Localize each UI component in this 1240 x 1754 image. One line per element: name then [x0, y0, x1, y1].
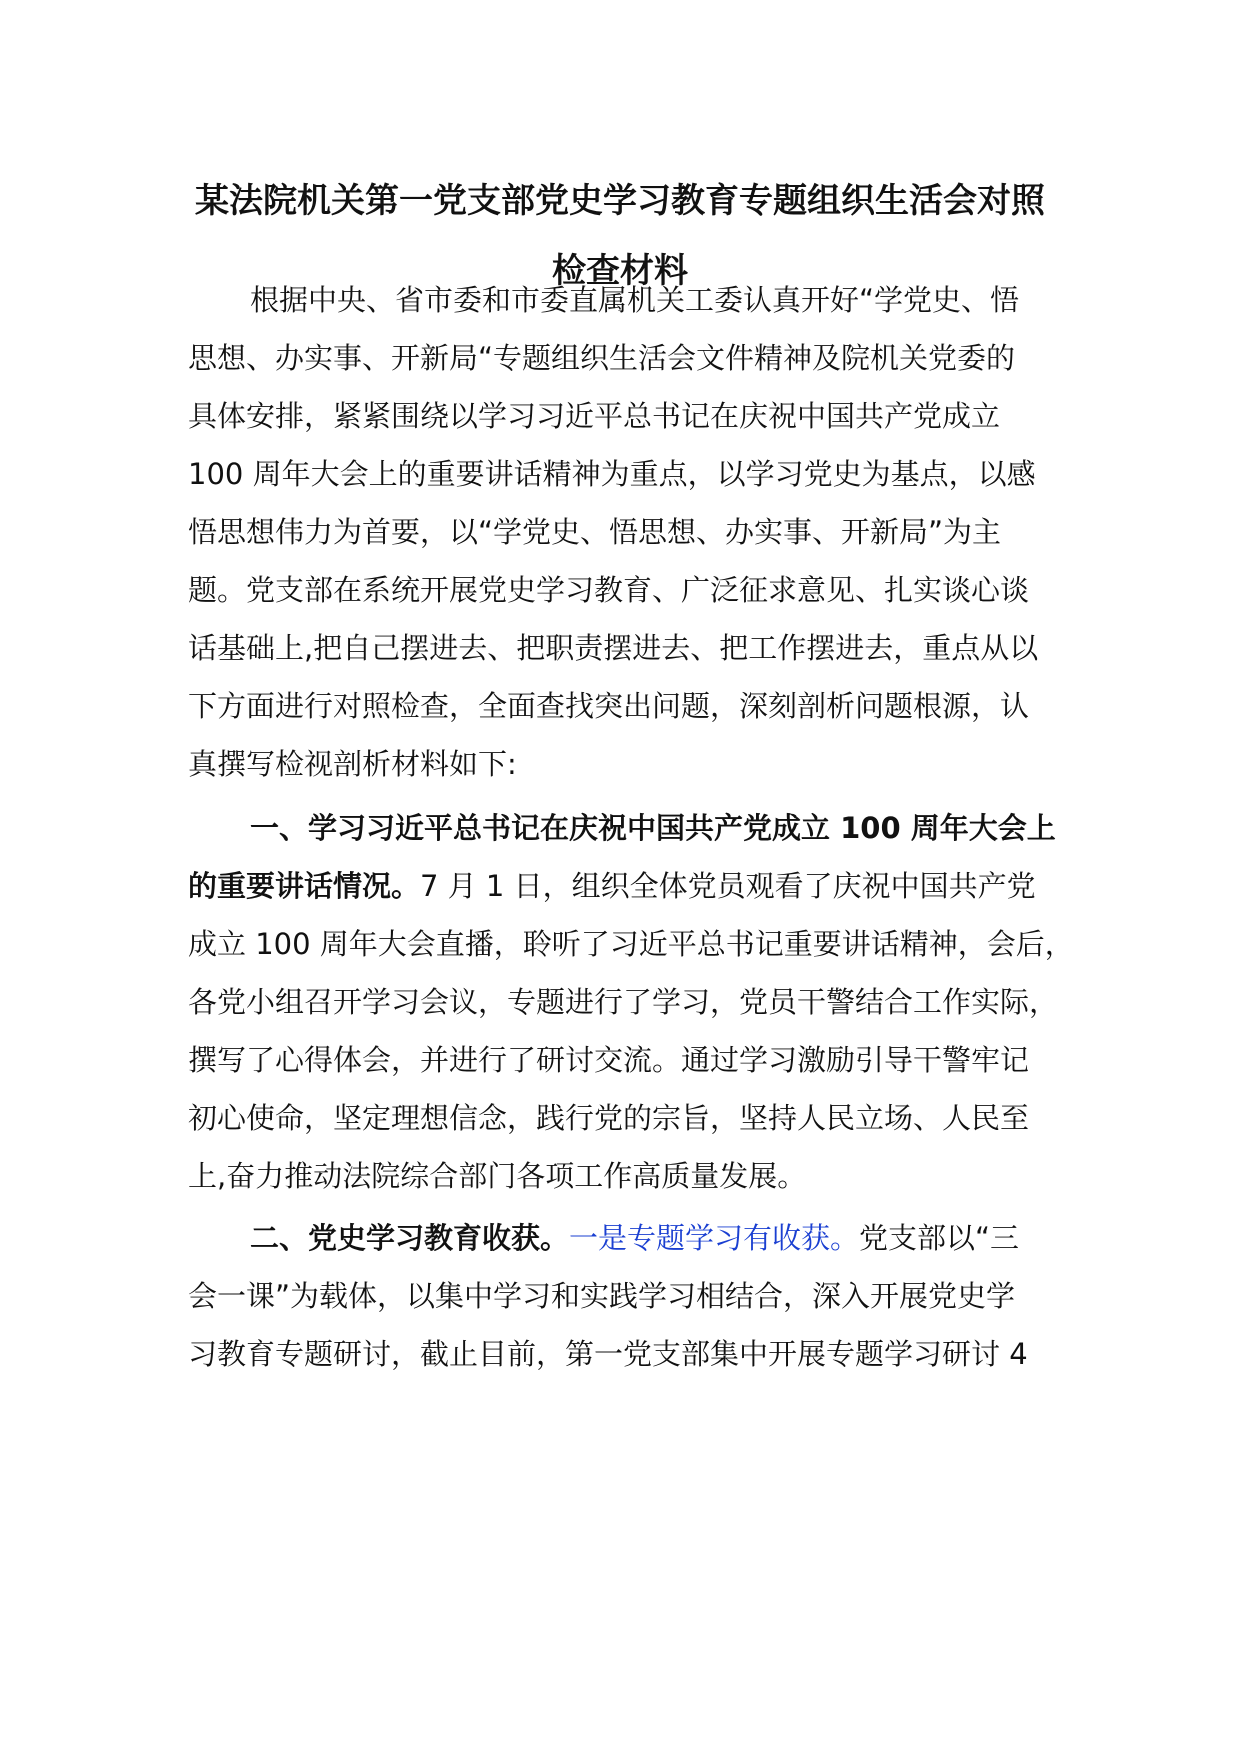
intro-line-1: 根据中央、省市委和市委直属机关工委认真开好“学党史、悟: [250, 283, 1020, 317]
section2-line-3: 习教育专题研讨，截止目前，第一党支部集中开展专题学习研讨 4: [188, 1337, 1028, 1371]
section1-line-3: 成立 100 周年大会直播，聆听了习近平总书记重要讲话精神，会后，: [188, 927, 1074, 961]
intro-line-2: 思想、办实事、开新局“专题组织生活会文件精神及院机关党委的: [188, 341, 1016, 375]
intro-line-5: 悟思想伟力为首要，以“学党史、悟思想、办实事、开新局”为主: [188, 515, 1002, 549]
section2-line-1: [250, 1206, 1019, 1270]
document-title-line-1: 某法院机关第一党支部党史学习教育专题组织生活会对照: [195, 181, 1045, 221]
section2-subheading: 一是专题学习有收获。: [569, 1221, 860, 1255]
section1-line-2: [188, 854, 1036, 918]
intro-line-7: 话基础上,把自己摆进去、把职责摆进去、把工作摆进去，重点从以: [188, 631, 1039, 665]
intro-line-6: 题。党支部在系统开展党史学习教育、广泛征求意见、扎实谈心谈: [188, 573, 1030, 607]
section1-line-2-text: 7 月 1 日，组织全体党员观看了庆祝中国共产党: [420, 869, 1036, 903]
intro-line-4: 100 周年大会上的重要讲话精神为重点，以学习党史为基点，以感: [188, 457, 1036, 491]
intro-line-8: 下方面进行对照检查，全面查找突出问题，深刻剖析问题根源，认: [188, 689, 1030, 723]
section1-heading-line-2: 的重要讲话情况。: [188, 869, 421, 903]
section2-line-2: 会一课”为载体，以集中学习和实践学习相结合，深入开展党史学: [188, 1279, 1016, 1313]
section1-line-6: 初心使命，坚定理想信念，践行党的宗旨，坚持人民立场、人民至: [188, 1101, 1030, 1135]
section1-line-5: 撰写了心得体会，并进行了研讨交流。通过学习激励引导干警牢记: [188, 1043, 1030, 1077]
section1-heading-line-1: 一、学习习近平总书记在庆祝中国共产党成立 100 周年大会上: [250, 811, 1056, 845]
section2-heading: 二、党史学习教育收获。: [250, 1221, 570, 1255]
section1-line-4: 各党小组召开学习会议，专题进行了学习，党员干警结合工作实际，: [188, 985, 1059, 1019]
intro-line-9: 真撰写检视剖析材料如下:: [188, 747, 517, 781]
section2-line-1-text: 党支部以“三: [859, 1221, 1020, 1255]
intro-line-3: 具体安排，紧紧围绕以学习习近平总书记在庆祝中国共产党成立: [188, 399, 1001, 433]
section1-line-7: 上,奋力推动法院综合部门各项工作高质量发展。: [188, 1159, 807, 1193]
document-title-line-2: 检查材料: [552, 251, 688, 291]
